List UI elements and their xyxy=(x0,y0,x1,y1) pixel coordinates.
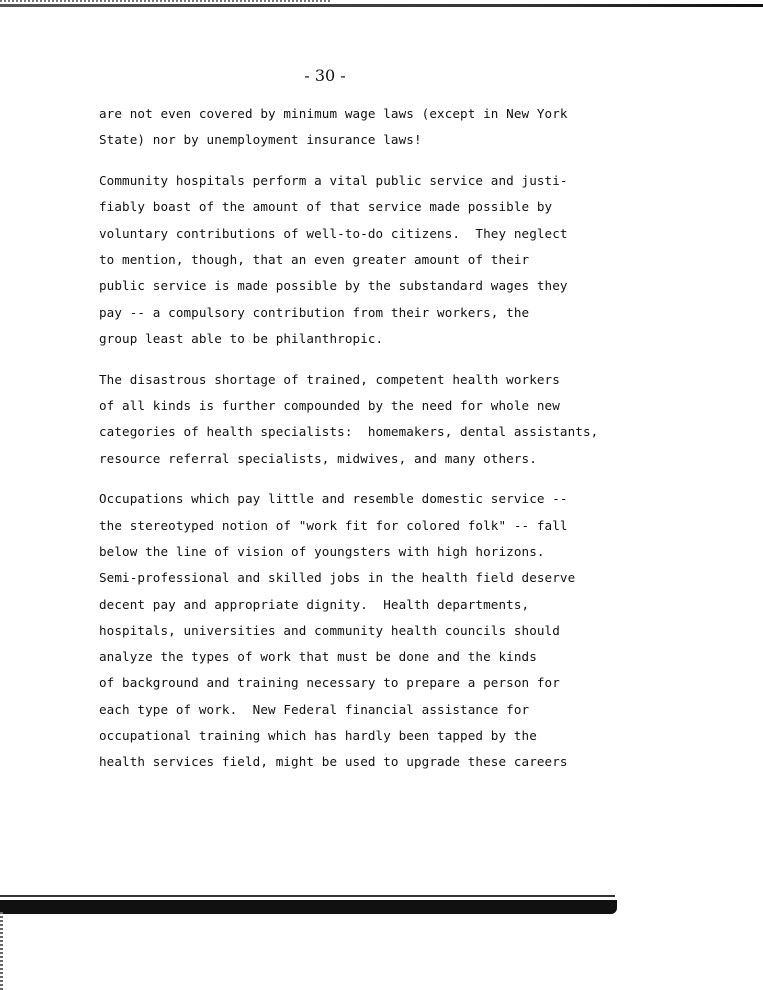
top-border-rule xyxy=(0,4,763,7)
text-line: health services field, might be used to upgrade these careers xyxy=(99,754,568,770)
text-line: Community hospitals perform a vital public service and justi- xyxy=(99,173,568,189)
text-line: voluntary contributions of well-to-do citizens. They neglect xyxy=(99,225,568,241)
paragraph-4 xyxy=(99,486,629,775)
text-line: decent pay and appropriate dignity. Health departments, xyxy=(99,596,530,612)
left-scan-edge xyxy=(0,912,3,990)
text-line: hospitals, universities and community health councils should xyxy=(99,622,560,638)
text-line: of background and training necessary to prepare a person for xyxy=(99,675,560,691)
page-number: - 30 - xyxy=(304,66,346,85)
text-line: to mention, though, that an even greater amount of their xyxy=(99,251,530,267)
bottom-thin-rule xyxy=(0,895,615,897)
text-line: public service is made possible by the substandard wages they xyxy=(99,278,568,294)
text-line: group least able to be philanthropic. xyxy=(99,330,384,346)
document-body xyxy=(99,101,629,790)
text-line: each type of work. New Federal financial assistance for xyxy=(99,701,530,717)
text-line: are not even covered by minimum wage laws (except in New York xyxy=(99,106,568,121)
text-line: of all kinds is further compounded by the need for whole new xyxy=(99,397,560,413)
text-line: analyze the types of work that must be done and the kinds xyxy=(99,649,537,665)
text-line: Semi-professional and skilled jobs in the health field deserve xyxy=(99,570,576,586)
text-line: pay -- a compulsory contribution from their workers, the xyxy=(99,304,530,320)
text-line: Occupations which pay little and resemble domestic service -- xyxy=(99,491,568,507)
paragraph-3 xyxy=(99,367,629,472)
bottom-border-rule xyxy=(0,900,617,914)
text-line: below the line of vision of youngsters with high horizons. xyxy=(99,543,545,559)
text-line: occupational training which has hardly been tapped by the xyxy=(99,728,537,744)
text-line: The disastrous shortage of trained, competent health workers xyxy=(99,371,560,387)
text-line: categories of health specialists: homemakers, dental assistants, xyxy=(99,424,599,440)
paragraph-2 xyxy=(99,168,629,352)
text-line: State) nor by unemployment insurance laws! xyxy=(99,132,422,148)
text-line: resource referral specialists, midwives, and many others. xyxy=(99,450,537,466)
text-line: the stereotyped notion of "work fit for colored folk" -- fall xyxy=(99,517,568,533)
paragraph-1 xyxy=(99,101,629,154)
text-line: fiably boast of the amount of that service made possible by xyxy=(99,199,553,215)
